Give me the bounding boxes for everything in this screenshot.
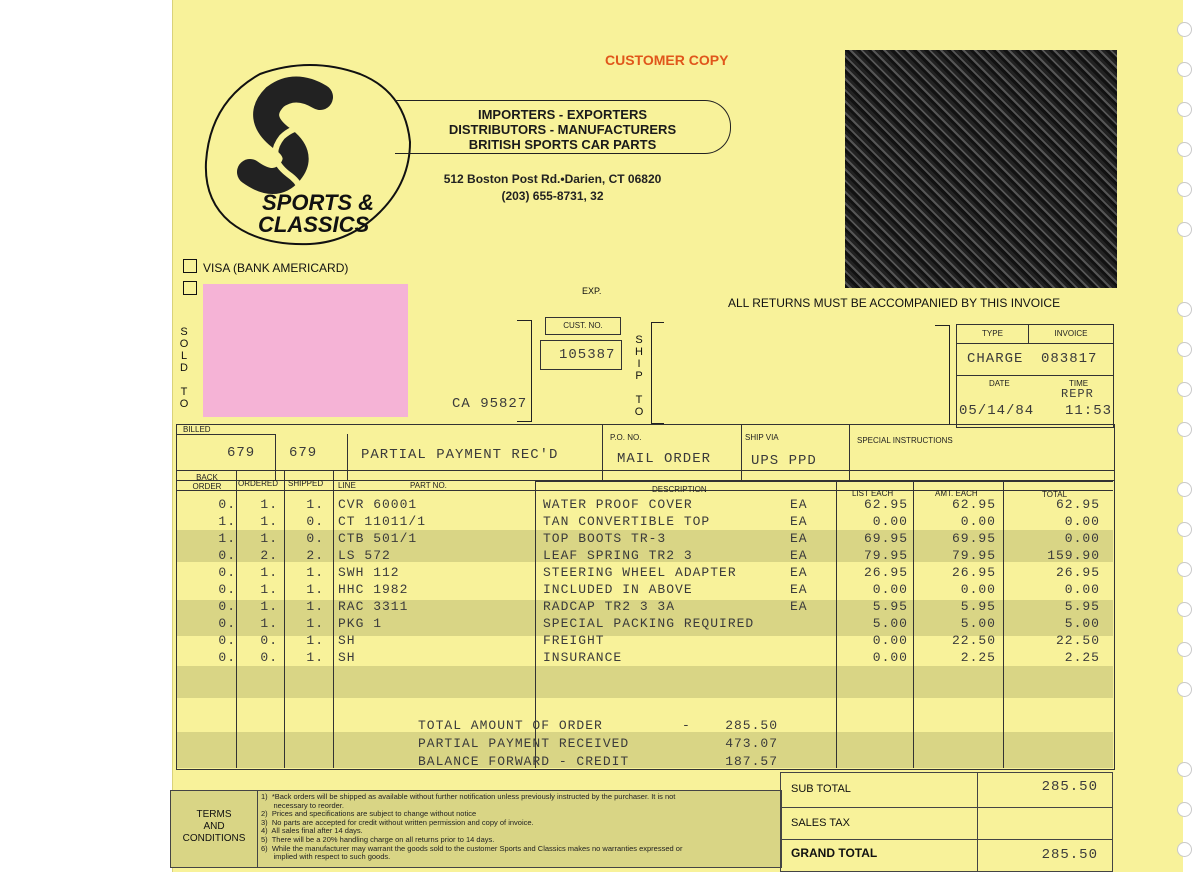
cell-ord: 1.	[260, 582, 278, 597]
cell-unit: EA	[790, 548, 808, 563]
date-value: 05/14/84	[959, 403, 1035, 419]
cell-amt: 2.25	[960, 650, 996, 665]
terms-list	[261, 793, 776, 862]
totals-labels	[780, 772, 978, 872]
cell-back: 0.	[218, 497, 236, 512]
patterned-block	[845, 50, 1117, 288]
cell-back: 0.	[218, 565, 236, 580]
cell-ord: 0.	[260, 633, 278, 648]
cell-total: 26.95	[1055, 565, 1100, 580]
cell-ord: 1.	[260, 514, 278, 529]
cell-amt: 5.00	[960, 616, 996, 631]
cell-list: 0.00	[872, 514, 908, 529]
logo-text-2: CLASSICS	[258, 212, 370, 237]
cell-desc: INSURANCE	[543, 650, 623, 665]
cell-back: 0.	[218, 633, 236, 648]
terms-item: 4) All sales final after 14 days.	[261, 826, 363, 836]
terms-title-1: TERMS	[196, 809, 232, 820]
cell-amt: 5.95	[960, 599, 996, 614]
cell-desc: STEERING WHEEL ADAPTER	[543, 565, 737, 580]
terms-item: 6) While the manufacturer may warrant the goods sold to the customer Sports and Classics makes no warranties expressed or	[261, 843, 683, 853]
col-total: TOTAL	[1042, 490, 1068, 499]
cell-list: 5.00	[872, 616, 908, 631]
special-instructions-label: SPECIAL INSTRUCTIONS	[857, 436, 953, 445]
cell-back: 0.	[218, 599, 236, 614]
grand-total-label: GRAND TOTAL	[791, 846, 878, 860]
time-note: REPR	[1061, 387, 1094, 401]
terms-box	[170, 790, 782, 868]
summary-value: 473.07	[725, 736, 778, 751]
summary-separator: -	[682, 718, 691, 733]
terms-item: 2) Prices and specifications are subject to change without notice	[261, 809, 477, 819]
cell-ord: 1.	[260, 531, 278, 546]
totals-values	[976, 772, 1113, 872]
billed-b: 679	[289, 445, 318, 461]
second-card-checkbox[interactable]	[183, 281, 197, 295]
cell-total: 5.00	[1064, 616, 1100, 631]
sub-total-label: SUB TOTAL	[791, 783, 851, 795]
ship-to-bracket	[651, 322, 664, 424]
cell-amt: 0.00	[960, 514, 996, 529]
cell-total: 2.25	[1064, 650, 1100, 665]
cust-no-value: 105387	[559, 347, 616, 363]
cell-amt: 0.00	[960, 582, 996, 597]
cell-list: 79.95	[863, 548, 908, 563]
cell-list: 26.95	[863, 565, 908, 580]
cell-ship: 1.	[306, 616, 324, 631]
sticky-note	[203, 284, 408, 417]
col-line: LINE	[338, 481, 356, 490]
type-value: CHARGE	[967, 351, 1024, 367]
cell-part: SH	[338, 633, 356, 648]
logo-text-1: SPORTS &	[262, 190, 375, 215]
terms-item: 1) *Back orders will be shipped as available without further notification unless previously instructed by the purchaser. It is not	[261, 792, 676, 801]
cell-ord: 1.	[260, 565, 278, 580]
ship-to-end-bracket	[935, 325, 950, 425]
cell-unit: EA	[790, 497, 808, 512]
cell-amt: 26.95	[951, 565, 996, 580]
cell-part: PKG 1	[338, 616, 383, 631]
cell-unit: EA	[790, 599, 808, 614]
cell-amt: 79.95	[951, 548, 996, 563]
cell-part: HHC 1982	[338, 582, 409, 597]
ship-via-label: SHIP VIA	[745, 433, 779, 442]
po-label: P.O. NO.	[610, 433, 642, 442]
cell-ord: 2.	[260, 548, 278, 563]
cell-ship: 1.	[306, 565, 324, 580]
cell-part: SH	[338, 650, 356, 665]
cell-total: 0.00	[1064, 514, 1100, 529]
cell-part: CTB 501/1	[338, 531, 418, 546]
sold-to-city: CA 95827	[452, 396, 528, 412]
order-note: PARTIAL PAYMENT REC'D	[361, 447, 559, 463]
cell-ship: 1.	[306, 650, 324, 665]
cell-ord: 1.	[260, 599, 278, 614]
time-label: TIME	[1069, 379, 1089, 388]
billed-label: BILLED	[183, 425, 211, 434]
cell-ship: 1.	[306, 497, 324, 512]
cell-desc: LEAF SPRING TR2 3	[543, 548, 693, 563]
cell-desc: RADCAP TR2 3 3A	[543, 599, 676, 614]
cell-desc: TOP BOOTS TR-3	[543, 531, 667, 546]
summary-label: BALANCE FORWARD - CREDIT	[418, 754, 630, 769]
cell-total: 22.50	[1055, 633, 1100, 648]
company-banner	[395, 100, 731, 154]
cell-back: 1.	[218, 514, 236, 529]
cell-back: 1.	[218, 531, 236, 546]
terms-item: implied with respect to such goods.	[261, 852, 391, 862]
summary-label: TOTAL AMOUNT OF ORDER	[418, 718, 603, 733]
time-value: 11:53	[1065, 403, 1113, 419]
ship-via-value: UPS PPD	[751, 453, 817, 469]
returns-notice: ALL RETURNS MUST BE ACCOMPANIED BY THIS INVOICE	[728, 296, 1061, 310]
invoice-label: INVOICE	[1054, 329, 1088, 338]
date-label: DATE	[989, 379, 1010, 388]
grand-total-value: 285.50	[1041, 847, 1098, 863]
col-description: DESCRIPTION	[652, 485, 707, 494]
summary-value: 187.57	[725, 754, 778, 769]
col-ordered: ORDERED	[238, 479, 279, 488]
terms-item: necessary to reorder.	[261, 800, 344, 810]
cell-ship: 0.	[306, 531, 324, 546]
cell-total: 159.90	[1047, 548, 1100, 563]
cell-amt: 62.95	[951, 497, 996, 512]
terms-title-2: AND	[203, 821, 225, 832]
cell-ord: 1.	[260, 497, 278, 512]
exp-label: EXP.	[582, 286, 602, 296]
cell-list: 0.00	[872, 650, 908, 665]
company-logo	[200, 62, 420, 252]
cell-unit: EA	[790, 582, 808, 597]
cust-no-header: CUST. NO.	[545, 317, 621, 335]
terms-title-3: CONDITIONS	[182, 833, 246, 844]
company-line-3: BRITISH SPORTS CAR PARTS	[468, 137, 657, 152]
cell-desc: SPECIAL PACKING REQUIRED	[543, 616, 755, 631]
cell-list: 0.00	[872, 633, 908, 648]
company-line-1: IMPORTERS - EXPORTERS	[477, 107, 648, 122]
cell-desc: FREIGHT	[543, 633, 605, 648]
sold-to-label: S O L D T O	[179, 326, 189, 410]
cell-desc: TAN CONVERTIBLE TOP	[543, 514, 711, 529]
sub-total-value: 285.50	[1041, 779, 1098, 795]
cell-back: 0.	[218, 650, 236, 665]
cell-ord: 0.	[260, 650, 278, 665]
cell-amt: 22.50	[951, 633, 996, 648]
invoice-value: 083817	[1041, 351, 1098, 367]
cell-list: 5.95	[872, 599, 908, 614]
cell-total: 5.95	[1064, 599, 1100, 614]
cell-ship: 1.	[306, 582, 324, 597]
cell-back: 0.	[218, 582, 236, 597]
cell-unit: EA	[790, 531, 808, 546]
cell-total: 0.00	[1064, 531, 1100, 546]
cell-unit: EA	[790, 514, 808, 529]
summary-value: 285.50	[725, 718, 778, 733]
invoice-info-box	[956, 324, 1114, 428]
company-address: 512 Boston Post Rd.•Darien, CT 06820	[443, 172, 662, 186]
company-line-2: DISTRIBUTORS - MANUFACTURERS	[448, 122, 677, 137]
cell-part: RAC 3311	[338, 599, 409, 614]
col-shipped: SHIPPED	[288, 479, 324, 488]
cell-part: SWH 112	[338, 565, 400, 580]
cell-amt: 69.95	[951, 531, 996, 546]
summary-label: PARTIAL PAYMENT RECEIVED	[418, 736, 630, 751]
col-amt-each: AMT. EACH	[935, 489, 978, 498]
billed-a: 679	[227, 445, 256, 461]
customer-copy-label: CUSTOMER COPY	[605, 52, 729, 68]
cell-unit: EA	[790, 565, 808, 580]
cell-list: 69.95	[863, 531, 908, 546]
sales-tax-label: SALES TAX	[791, 817, 850, 829]
visa-checkbox[interactable]	[183, 259, 197, 273]
cell-ship: 0.	[306, 514, 324, 529]
cell-part: CVR 60001	[338, 497, 418, 512]
cust-no-box	[540, 340, 622, 370]
ship-to-label: S H I P T O	[634, 334, 644, 418]
cell-back: 0.	[218, 616, 236, 631]
cell-part: LS 572	[338, 548, 391, 563]
cell-ord: 1.	[260, 616, 278, 631]
cell-total: 0.00	[1064, 582, 1100, 597]
terms-item: 5) There will be a 20% handling charge on all returns prior to 14 days.	[261, 834, 495, 844]
cell-desc: INCLUDED IN ABOVE	[543, 582, 693, 597]
visa-label: VISA (BANK AMERICARD)	[203, 261, 349, 275]
cell-list: 62.95	[863, 497, 908, 512]
terms-item: 3) No parts are accepted for credit without written permission and copy of invoice.	[261, 817, 534, 827]
cell-part: CT 11011/1	[338, 514, 427, 529]
cell-ship: 1.	[306, 599, 324, 614]
company-phone: (203) 655-8731, 32	[501, 189, 604, 203]
cell-total: 62.95	[1055, 497, 1100, 512]
cell-list: 0.00	[872, 582, 908, 597]
col-back-order: BACK ORDER	[192, 473, 222, 491]
col-part-no: PART NO.	[410, 481, 447, 490]
col-list-each: LIST EACH	[852, 489, 894, 498]
cell-ship: 1.	[306, 633, 324, 648]
cell-back: 0.	[218, 548, 236, 563]
po-value: MAIL ORDER	[617, 451, 712, 467]
type-label: TYPE	[982, 329, 1003, 338]
cell-ship: 2.	[306, 548, 324, 563]
cell-desc: WATER PROOF COVER	[543, 497, 693, 512]
